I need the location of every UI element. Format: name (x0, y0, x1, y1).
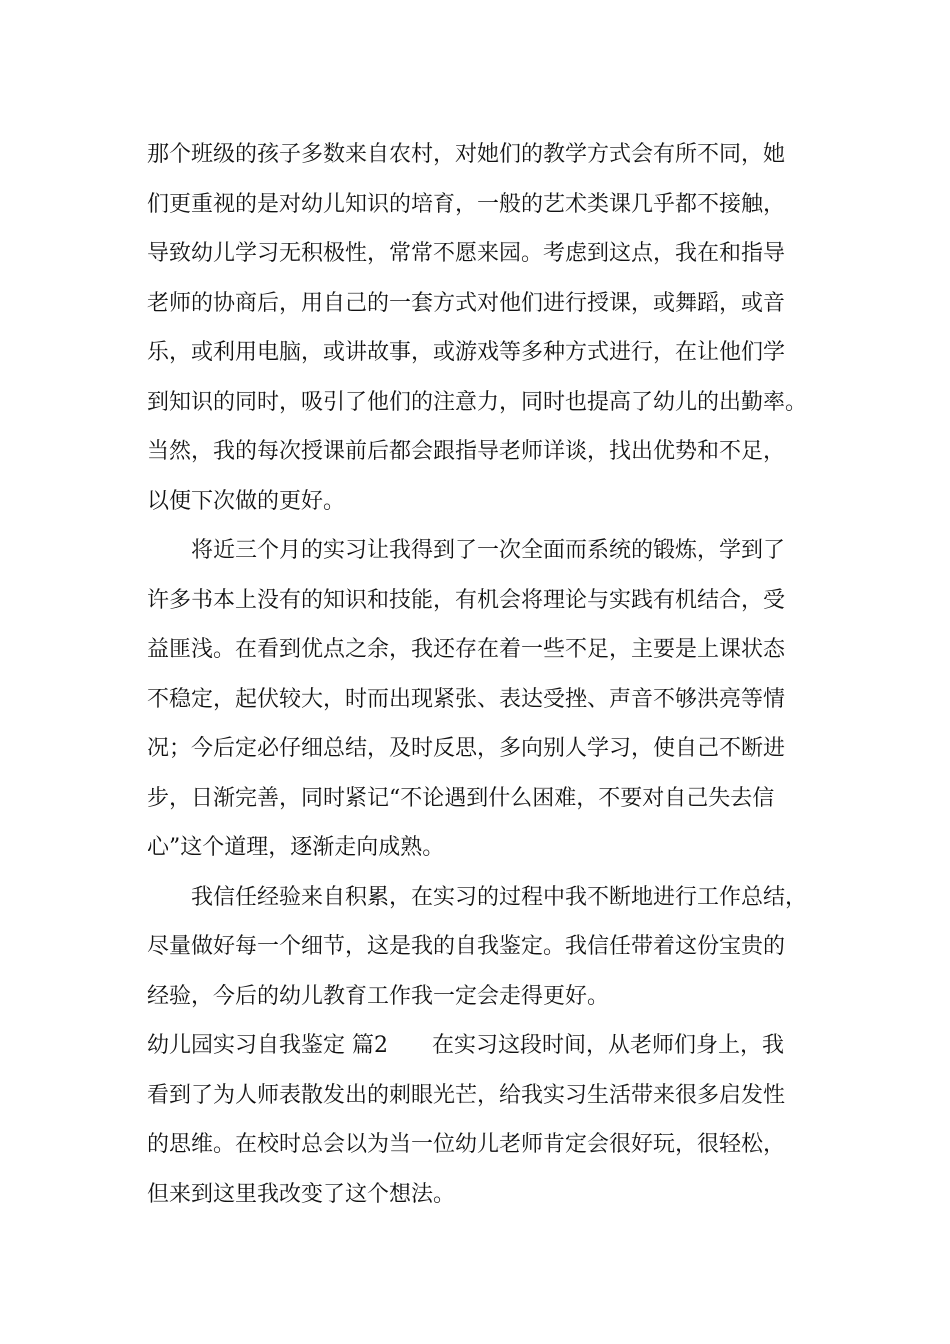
text-line: 乐，或利用电脑，或讲故事，或游戏等多种方式进行，在让他们学 (147, 340, 786, 365)
text-line: 许多书本上没有的知识和技能，有机会将理论与实践有机结合，受 (147, 587, 786, 613)
text-line: 益匪浅。在看到优点之余，我还存在着一些不足，主要是上课状态 (147, 637, 786, 662)
text-line: 老师的协商后，用自己的一套方式对他们进行授课，或舞蹈，或音 (147, 290, 786, 316)
text-line: 到知识的同时，吸引了他们的注意力，同时也提高了幼儿的出勤率。 (147, 389, 808, 415)
paragraph-start-line: 将近三个月的实习让我得到了一次全面而系统的锻炼，学到了 (191, 538, 786, 563)
text-line: 况；今后定必仔细总结，及时反思，多向别人学习，使自己不断进 (147, 736, 786, 761)
section-heading-line: 幼儿园实习自我鉴定 篇2 在实习这段时间，从老师们身上，我 (147, 1033, 784, 1058)
text-line: 以便下次做的更好。 (147, 488, 346, 514)
text-line: 导致幼儿学习无积极性，常常不愿来园。考虑到这点，我在和指导 (147, 241, 786, 266)
text-line: 不稳定，起伏较大，时而出现紧张、表达受挫、声音不够洪亮等情 (147, 686, 786, 712)
text-line: 尽量做好每一个细节，这是我的自我鉴定。我信任带着这份宝贵的 (147, 934, 786, 959)
text-line: 步，日渐完善，同时紧记“不论遇到什么困难，不要对自己失去信 (147, 785, 775, 811)
text-line: 们更重视的是对幼儿知识的培育，一般的艺术类课几乎都不接触， (147, 191, 786, 217)
text-line: 那个班级的孩子多数来自农村，对她们的教学方式会有所不同，她 (147, 142, 786, 167)
text-line: 看到了为人师表散发出的刺眼光芒，给我实习生活带来很多启发性 (147, 1082, 786, 1108)
document-body (147, 130, 827, 1219)
text-line: 当然，我的每次授课前后都会跟指导老师详谈，找出优势和不足， (147, 439, 786, 464)
text-line: 但来到这里我改变了这个想法。 (147, 1181, 456, 1207)
text-line: 经验，今后的幼儿教育工作我一定会走得更好。 (147, 983, 610, 1009)
text-line: 的思维。在校时总会以为当一位幼儿老师肯定会很好玩，很轻松， (147, 1132, 786, 1157)
paragraph-start-line: 我信任经验来自积累，在实习的过程中我不断地进行工作总结， (191, 884, 808, 910)
text-line: 心”这个道理，逐渐走向成熟。 (147, 835, 445, 860)
